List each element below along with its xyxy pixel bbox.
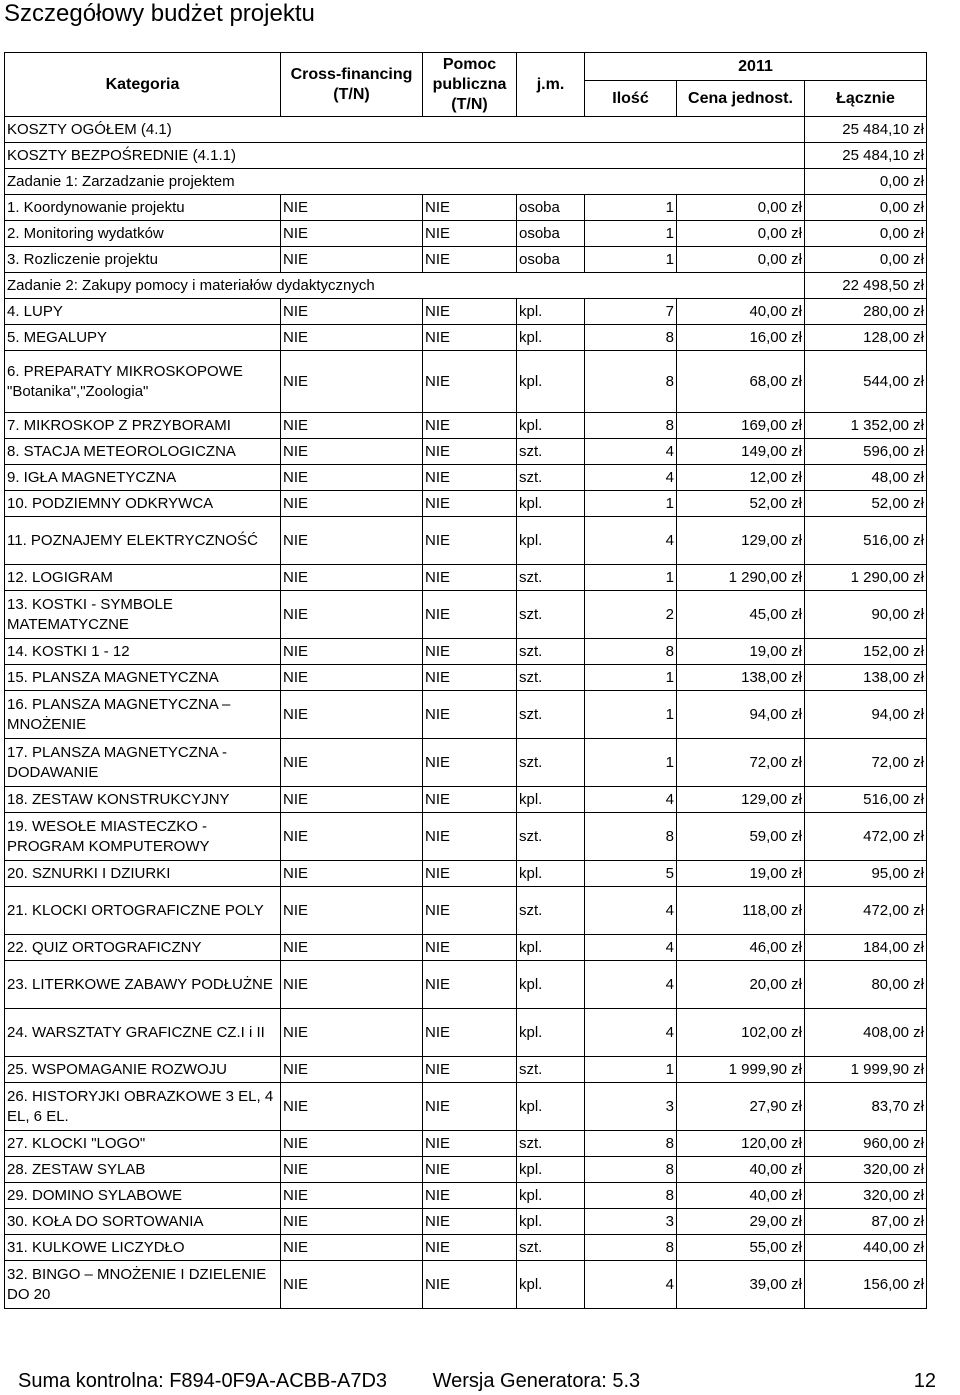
- item-ilosc: 8: [585, 325, 677, 351]
- item-cross-financing: NIE: [281, 961, 423, 1009]
- item-pomoc-publiczna: NIE: [423, 1183, 517, 1209]
- item-cross-financing: NIE: [281, 787, 423, 813]
- item-pomoc-publiczna: NIE: [423, 1261, 517, 1309]
- header-cena: Cena jednost.: [677, 81, 805, 117]
- item-jm: osoba: [517, 247, 585, 273]
- summary-row: [5, 143, 927, 169]
- item-name: 11. POZNAJEMY ELEKTRYCZNOŚĆ: [5, 517, 281, 565]
- item-ilosc: 1: [585, 665, 677, 691]
- item-name: 13. KOSTKI - SYMBOLE MATEMATYCZNE: [5, 591, 281, 639]
- item-jm: kpl.: [517, 1083, 585, 1131]
- item-lacznie: 320,00 zł: [805, 1183, 927, 1209]
- item-cena: 0,00 zł: [677, 221, 805, 247]
- item-name: 31. KULKOWE LICZYDŁO: [5, 1235, 281, 1261]
- item-pomoc-publiczna: NIE: [423, 465, 517, 491]
- item-cena: 68,00 zł: [677, 351, 805, 413]
- item-ilosc: 1: [585, 691, 677, 739]
- item-cena: 40,00 zł: [677, 299, 805, 325]
- item-name: 12. LOGIGRAM: [5, 565, 281, 591]
- table-row: [5, 813, 927, 861]
- budget-table: [4, 52, 927, 1309]
- item-lacznie: 960,00 zł: [805, 1131, 927, 1157]
- item-pomoc-publiczna: NIE: [423, 813, 517, 861]
- item-cross-financing: NIE: [281, 465, 423, 491]
- item-cross-financing: NIE: [281, 413, 423, 439]
- page-footer: [18, 1369, 936, 1393]
- item-jm: kpl.: [517, 299, 585, 325]
- item-ilosc: 2: [585, 591, 677, 639]
- item-cena: 29,00 zł: [677, 1209, 805, 1235]
- item-cena: 94,00 zł: [677, 691, 805, 739]
- item-lacznie: 48,00 zł: [805, 465, 927, 491]
- item-cross-financing: NIE: [281, 1157, 423, 1183]
- item-jm: kpl.: [517, 325, 585, 351]
- item-lacznie: 1 352,00 zł: [805, 413, 927, 439]
- item-lacznie: 156,00 zł: [805, 1261, 927, 1309]
- table-row: [5, 887, 927, 935]
- item-lacznie: 1 999,90 zł: [805, 1057, 927, 1083]
- item-ilosc: 1: [585, 565, 677, 591]
- table-row: [5, 517, 927, 565]
- item-name: 6. PREPARATY MIKROSKOPOWE "Botanika","Zoologia": [5, 351, 281, 413]
- item-cena: 55,00 zł: [677, 1235, 805, 1261]
- table-row: [5, 299, 927, 325]
- item-lacznie: 516,00 zł: [805, 787, 927, 813]
- task-total: 22 498,50 zł: [805, 273, 927, 299]
- item-cross-financing: NIE: [281, 691, 423, 739]
- item-lacznie: 152,00 zł: [805, 639, 927, 665]
- item-name: 24. WARSZTATY GRAFICZNE CZ.I i II: [5, 1009, 281, 1057]
- item-cross-financing: NIE: [281, 1057, 423, 1083]
- item-lacznie: 87,00 zł: [805, 1209, 927, 1235]
- item-jm: kpl.: [517, 861, 585, 887]
- item-cross-financing: NIE: [281, 195, 423, 221]
- item-name: 18. ZESTAW KONSTRUKCYJNY: [5, 787, 281, 813]
- table-row: [5, 195, 927, 221]
- item-lacznie: 0,00 zł: [805, 195, 927, 221]
- item-ilosc: 1: [585, 1057, 677, 1083]
- item-cross-financing: NIE: [281, 1131, 423, 1157]
- item-cena: 72,00 zł: [677, 739, 805, 787]
- item-ilosc: 7: [585, 299, 677, 325]
- item-ilosc: 4: [585, 1261, 677, 1309]
- item-pomoc-publiczna: NIE: [423, 665, 517, 691]
- item-pomoc-publiczna: NIE: [423, 351, 517, 413]
- item-cross-financing: NIE: [281, 1183, 423, 1209]
- item-cross-financing: NIE: [281, 247, 423, 273]
- table-row: [5, 465, 927, 491]
- table-row: [5, 639, 927, 665]
- item-cross-financing: NIE: [281, 439, 423, 465]
- item-cena: 20,00 zł: [677, 961, 805, 1009]
- table-row: [5, 491, 927, 517]
- item-ilosc: 8: [585, 351, 677, 413]
- table-row: [5, 325, 927, 351]
- item-pomoc-publiczna: NIE: [423, 861, 517, 887]
- table-row: [5, 413, 927, 439]
- item-name: 9. IGŁA MAGNETYCZNA: [5, 465, 281, 491]
- item-ilosc: 4: [585, 887, 677, 935]
- item-pomoc-publiczna: NIE: [423, 1209, 517, 1235]
- item-name: 29. DOMINO SYLABOWE: [5, 1183, 281, 1209]
- item-cross-financing: NIE: [281, 491, 423, 517]
- item-name: 21. KLOCKI ORTOGRAFICZNE POLY: [5, 887, 281, 935]
- item-cena: 12,00 zł: [677, 465, 805, 491]
- item-cross-financing: NIE: [281, 1009, 423, 1057]
- header-cross-financing: Cross-financing (T/N): [281, 53, 423, 117]
- table-row: [5, 935, 927, 961]
- table-row: [5, 787, 927, 813]
- table-row: [5, 1083, 927, 1131]
- item-cross-financing: NIE: [281, 665, 423, 691]
- table-row: [5, 1157, 927, 1183]
- summary-total: 25 484,10 zł: [805, 117, 927, 143]
- table-row: [5, 221, 927, 247]
- item-pomoc-publiczna: NIE: [423, 639, 517, 665]
- item-cena: 59,00 zł: [677, 813, 805, 861]
- item-name: 25. WSPOMAGANIE ROZWOJU: [5, 1057, 281, 1083]
- item-lacznie: 440,00 zł: [805, 1235, 927, 1261]
- item-cena: 0,00 zł: [677, 195, 805, 221]
- item-name: 16. PLANSZA MAGNETYCZNA – MNOŻENIE: [5, 691, 281, 739]
- item-pomoc-publiczna: NIE: [423, 439, 517, 465]
- table-row: [5, 1131, 927, 1157]
- item-cross-financing: NIE: [281, 351, 423, 413]
- item-lacznie: 596,00 zł: [805, 439, 927, 465]
- item-cross-financing: NIE: [281, 813, 423, 861]
- item-cross-financing: NIE: [281, 325, 423, 351]
- item-name: 26. HISTORYJKI OBRAZKOWE 3 EL, 4 EL, 6 EL.: [5, 1083, 281, 1131]
- item-lacznie: 184,00 zł: [805, 935, 927, 961]
- item-name: 4. LUPY: [5, 299, 281, 325]
- table-row: [5, 439, 927, 465]
- item-name: 2. Monitoring wydatków: [5, 221, 281, 247]
- item-pomoc-publiczna: NIE: [423, 517, 517, 565]
- item-ilosc: 4: [585, 935, 677, 961]
- item-lacznie: 544,00 zł: [805, 351, 927, 413]
- item-jm: szt.: [517, 439, 585, 465]
- item-lacznie: 320,00 zł: [805, 1157, 927, 1183]
- item-ilosc: 1: [585, 195, 677, 221]
- item-cross-financing: NIE: [281, 639, 423, 665]
- item-pomoc-publiczna: NIE: [423, 299, 517, 325]
- page-title: Szczegółowy budżet projektu: [4, 0, 315, 27]
- item-name: 20. SZNURKI I DZIURKI: [5, 861, 281, 887]
- item-ilosc: 5: [585, 861, 677, 887]
- budget-body: [5, 117, 927, 1309]
- item-jm: szt.: [517, 1057, 585, 1083]
- table-row: [5, 861, 927, 887]
- item-cena: 118,00 zł: [677, 887, 805, 935]
- item-name: 15. PLANSZA MAGNETYCZNA: [5, 665, 281, 691]
- task-row: [5, 169, 927, 195]
- item-ilosc: 1: [585, 739, 677, 787]
- item-pomoc-publiczna: NIE: [423, 887, 517, 935]
- item-ilosc: 8: [585, 1131, 677, 1157]
- item-pomoc-publiczna: NIE: [423, 787, 517, 813]
- item-lacznie: 138,00 zł: [805, 665, 927, 691]
- item-cena: 16,00 zł: [677, 325, 805, 351]
- checksum-text: Suma kontrolna: F894-0F9A-ACBB-A7D3: [18, 1370, 388, 1392]
- item-ilosc: 4: [585, 465, 677, 491]
- task-row: [5, 273, 927, 299]
- item-jm: szt.: [517, 665, 585, 691]
- item-jm: szt.: [517, 739, 585, 787]
- item-jm: szt.: [517, 565, 585, 591]
- item-jm: kpl.: [517, 935, 585, 961]
- item-jm: kpl.: [517, 491, 585, 517]
- item-pomoc-publiczna: NIE: [423, 1009, 517, 1057]
- item-name: 5. MEGALUPY: [5, 325, 281, 351]
- item-name: 7. MIKROSKOP Z PRZYBORAMI: [5, 413, 281, 439]
- item-lacznie: 472,00 zł: [805, 887, 927, 935]
- table-row: [5, 1009, 927, 1057]
- item-ilosc: 8: [585, 1183, 677, 1209]
- item-cena: 40,00 zł: [677, 1183, 805, 1209]
- item-pomoc-publiczna: NIE: [423, 1157, 517, 1183]
- item-pomoc-publiczna: NIE: [423, 935, 517, 961]
- item-pomoc-publiczna: NIE: [423, 739, 517, 787]
- item-ilosc: 3: [585, 1083, 677, 1131]
- item-jm: kpl.: [517, 1157, 585, 1183]
- item-ilosc: 4: [585, 439, 677, 465]
- item-cena: 129,00 zł: [677, 787, 805, 813]
- table-row: [5, 351, 927, 413]
- item-pomoc-publiczna: NIE: [423, 195, 517, 221]
- item-ilosc: 4: [585, 517, 677, 565]
- item-cena: 129,00 zł: [677, 517, 805, 565]
- generator-version: Wersja Generatora: 5.3: [432, 1370, 641, 1392]
- item-name: 14. KOSTKI 1 - 12: [5, 639, 281, 665]
- item-name: 22. QUIZ ORTOGRAFICZNY: [5, 935, 281, 961]
- item-cross-financing: NIE: [281, 1209, 423, 1235]
- item-jm: osoba: [517, 221, 585, 247]
- item-lacznie: 1 290,00 zł: [805, 565, 927, 591]
- item-cena: 0,00 zł: [677, 247, 805, 273]
- item-pomoc-publiczna: NIE: [423, 413, 517, 439]
- table-row: [5, 247, 927, 273]
- item-jm: kpl.: [517, 1009, 585, 1057]
- item-pomoc-publiczna: NIE: [423, 691, 517, 739]
- item-ilosc: 8: [585, 1157, 677, 1183]
- table-row: [5, 961, 927, 1009]
- item-cena: 39,00 zł: [677, 1261, 805, 1309]
- item-jm: kpl.: [517, 351, 585, 413]
- item-jm: szt.: [517, 1235, 585, 1261]
- item-lacznie: 72,00 zł: [805, 739, 927, 787]
- item-cross-financing: NIE: [281, 739, 423, 787]
- item-lacznie: 472,00 zł: [805, 813, 927, 861]
- item-ilosc: 3: [585, 1209, 677, 1235]
- item-pomoc-publiczna: NIE: [423, 961, 517, 1009]
- item-pomoc-publiczna: NIE: [423, 591, 517, 639]
- item-cross-financing: NIE: [281, 517, 423, 565]
- item-lacznie: 280,00 zł: [805, 299, 927, 325]
- table-row: [5, 1183, 927, 1209]
- item-ilosc: 4: [585, 787, 677, 813]
- table-row: [5, 565, 927, 591]
- item-cross-financing: NIE: [281, 1083, 423, 1131]
- item-cross-financing: NIE: [281, 861, 423, 887]
- item-jm: kpl.: [517, 1209, 585, 1235]
- item-cross-financing: NIE: [281, 299, 423, 325]
- item-lacznie: 52,00 zł: [805, 491, 927, 517]
- item-cena: 40,00 zł: [677, 1157, 805, 1183]
- table-row: [5, 739, 927, 787]
- summary-row: [5, 117, 927, 143]
- header-jm: j.m.: [517, 53, 585, 117]
- item-jm: kpl.: [517, 787, 585, 813]
- item-jm: osoba: [517, 195, 585, 221]
- item-cross-financing: NIE: [281, 565, 423, 591]
- item-jm: szt.: [517, 691, 585, 739]
- summary-label: KOSZTY OGÓŁEM (4.1): [5, 117, 805, 143]
- item-pomoc-publiczna: NIE: [423, 491, 517, 517]
- item-jm: szt.: [517, 591, 585, 639]
- item-ilosc: 8: [585, 813, 677, 861]
- item-lacznie: 0,00 zł: [805, 221, 927, 247]
- item-pomoc-publiczna: NIE: [423, 1057, 517, 1083]
- item-jm: szt.: [517, 639, 585, 665]
- item-name: 1. Koordynowanie projektu: [5, 195, 281, 221]
- item-name: 30. KOŁA DO SORTOWANIA: [5, 1209, 281, 1235]
- table-row: [5, 1235, 927, 1261]
- task-total: 0,00 zł: [805, 169, 927, 195]
- table-row: [5, 691, 927, 739]
- table-row: [5, 665, 927, 691]
- summary-label: KOSZTY BEZPOŚREDNIE (4.1.1): [5, 143, 805, 169]
- item-name: 17. PLANSZA MAGNETYCZNA - DODAWANIE: [5, 739, 281, 787]
- item-ilosc: 1: [585, 221, 677, 247]
- item-jm: szt.: [517, 887, 585, 935]
- item-ilosc: 4: [585, 961, 677, 1009]
- item-cena: 45,00 zł: [677, 591, 805, 639]
- item-cena: 149,00 zł: [677, 439, 805, 465]
- item-ilosc: 8: [585, 413, 677, 439]
- table-row: [5, 1209, 927, 1235]
- table-row: [5, 1057, 927, 1083]
- item-jm: kpl.: [517, 1261, 585, 1309]
- item-jm: szt.: [517, 465, 585, 491]
- item-pomoc-publiczna: NIE: [423, 325, 517, 351]
- table-row: [5, 591, 927, 639]
- item-name: 23. LITERKOWE ZABAWY PODŁUŻNE: [5, 961, 281, 1009]
- task-label: Zadanie 2: Zakupy pomocy i materiałów dydaktycznych: [5, 273, 805, 299]
- item-jm: kpl.: [517, 517, 585, 565]
- item-cross-financing: NIE: [281, 1235, 423, 1261]
- item-pomoc-publiczna: NIE: [423, 565, 517, 591]
- item-cena: 102,00 zł: [677, 1009, 805, 1057]
- item-cena: 169,00 zł: [677, 413, 805, 439]
- item-pomoc-publiczna: NIE: [423, 247, 517, 273]
- item-ilosc: 8: [585, 1235, 677, 1261]
- item-lacznie: 90,00 zł: [805, 591, 927, 639]
- header-year: 2011: [585, 53, 927, 81]
- table-row: [5, 1261, 927, 1309]
- item-name: 3. Rozliczenie projektu: [5, 247, 281, 273]
- item-name: 10. PODZIEMNY ODKRYWCA: [5, 491, 281, 517]
- item-cena: 1 290,00 zł: [677, 565, 805, 591]
- item-jm: kpl.: [517, 413, 585, 439]
- item-cena: 19,00 zł: [677, 861, 805, 887]
- item-jm: kpl.: [517, 961, 585, 1009]
- item-lacznie: 408,00 zł: [805, 1009, 927, 1057]
- item-name: 8. STACJA METEOROLOGICZNA: [5, 439, 281, 465]
- item-pomoc-publiczna: NIE: [423, 221, 517, 247]
- item-lacznie: 95,00 zł: [805, 861, 927, 887]
- item-ilosc: 1: [585, 247, 677, 273]
- item-cena: 27,90 zł: [677, 1083, 805, 1131]
- item-ilosc: 4: [585, 1009, 677, 1057]
- item-cross-financing: NIE: [281, 887, 423, 935]
- item-lacznie: 83,70 zł: [805, 1083, 927, 1131]
- header-kategoria: Kategoria: [5, 53, 281, 117]
- item-lacznie: 0,00 zł: [805, 247, 927, 273]
- item-cross-financing: NIE: [281, 935, 423, 961]
- item-cena: 46,00 zł: [677, 935, 805, 961]
- item-name: 32. BINGO – MNOŻENIE I DZIELENIE DO 20: [5, 1261, 281, 1309]
- item-lacznie: 80,00 zł: [805, 961, 927, 1009]
- item-name: 27. KLOCKI "LOGO": [5, 1131, 281, 1157]
- item-jm: szt.: [517, 1131, 585, 1157]
- header-lacznie: Łącznie: [805, 81, 927, 117]
- item-cena: 1 999,90 zł: [677, 1057, 805, 1083]
- summary-total: 25 484,10 zł: [805, 143, 927, 169]
- item-pomoc-publiczna: NIE: [423, 1131, 517, 1157]
- item-cena: 19,00 zł: [677, 639, 805, 665]
- item-ilosc: 8: [585, 639, 677, 665]
- item-jm: szt.: [517, 813, 585, 861]
- item-cena: 120,00 zł: [677, 1131, 805, 1157]
- item-lacznie: 516,00 zł: [805, 517, 927, 565]
- item-cross-financing: NIE: [281, 591, 423, 639]
- header-pomoc-publiczna: Pomoc publiczna (T/N): [423, 53, 517, 117]
- item-jm: kpl.: [517, 1183, 585, 1209]
- task-label: Zadanie 1: Zarzadzanie projektem: [5, 169, 805, 195]
- item-name: 19. WESOŁE MIASTECZKO - PROGRAM KOMPUTEROWY: [5, 813, 281, 861]
- item-cena: 138,00 zł: [677, 665, 805, 691]
- item-cross-financing: NIE: [281, 1261, 423, 1309]
- page-number: 12: [913, 1370, 936, 1392]
- header-ilosc: Ilość: [585, 81, 677, 117]
- item-lacznie: 94,00 zł: [805, 691, 927, 739]
- item-name: 28. ZESTAW SYLAB: [5, 1157, 281, 1183]
- item-lacznie: 128,00 zł: [805, 325, 927, 351]
- item-ilosc: 1: [585, 491, 677, 517]
- item-cross-financing: NIE: [281, 221, 423, 247]
- item-pomoc-publiczna: NIE: [423, 1235, 517, 1261]
- item-cena: 52,00 zł: [677, 491, 805, 517]
- item-pomoc-publiczna: NIE: [423, 1083, 517, 1131]
